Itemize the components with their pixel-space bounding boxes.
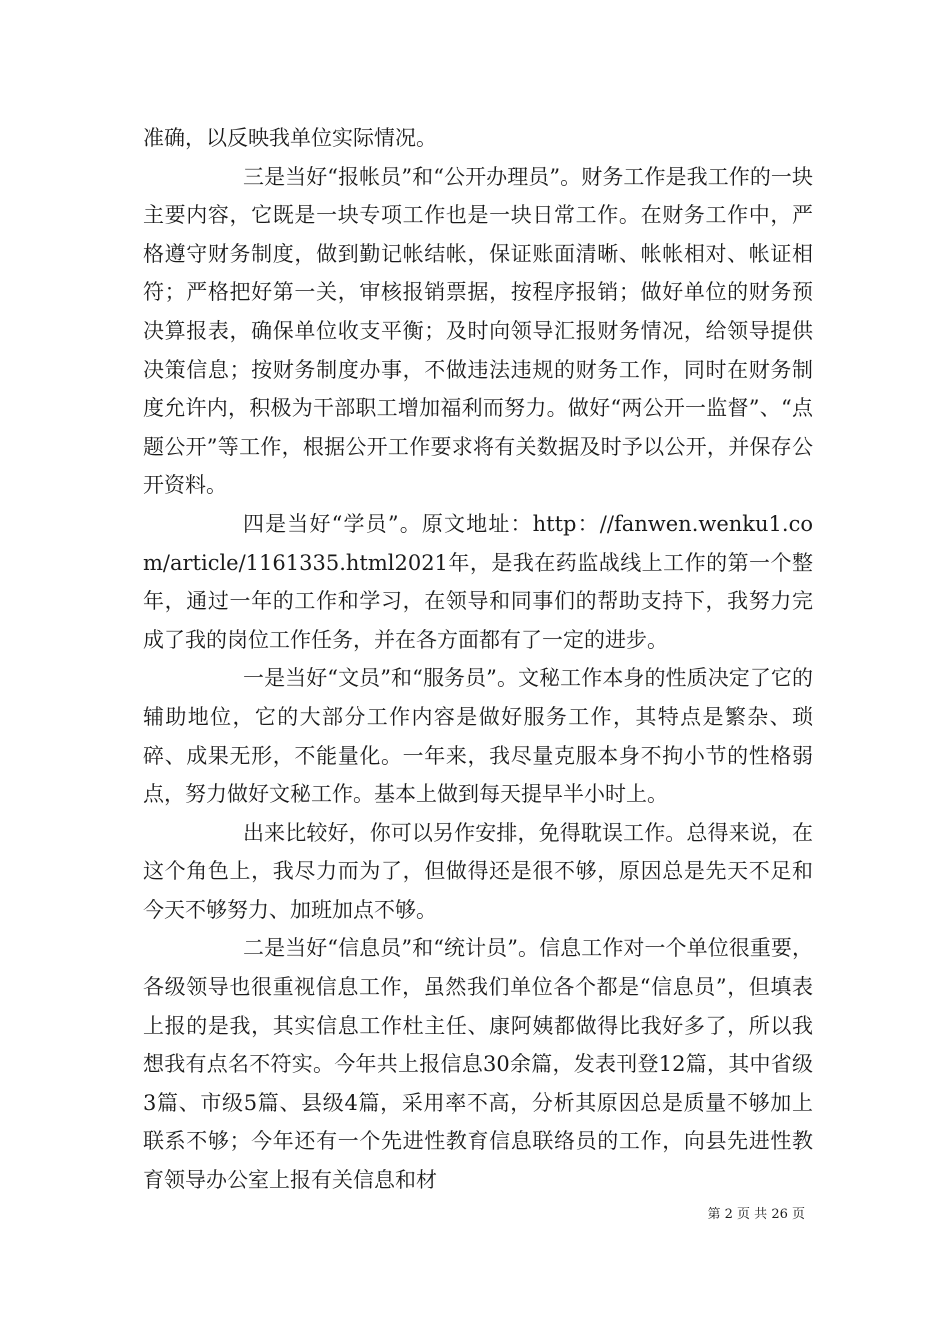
paragraph-finance: 三是当好“报帐员”和“公开办理员”。财务工作是我工作的一块主要内容，它既是一块专项工作也是一块日常工作。在财务工作中，严格遵守财务制度，做到勤记帐结帐，保证账面清晰、帐帐相对、帐证相符；严格把好第一关，审核报销票据，按程序报销；做好单位的财务预决算报表，确保单位收支平衡；及时向领导汇报财务情况，给领导提供决策信息；按财务制度办事，不做违法违规的财务工作，同时在财务制度允许内，积极为干部职工增加福利而努力。做好“两公开一监督”、“点题公开”等工作，根据公开工作要求将有关数据及时予以公开，并保存公开资料。 — [143, 164, 813, 498]
paragraph-clerk: 一是当好“文员”和“服务员”。文秘工作本身的性质决定了它的辅助地位，它的大部分工作内容是做好服务工作，其特点是繁杂、琐碎、成果无形，不能量化。一年来，我尽量克服本身不拘小节的性格弱点，努力做好文秘工作。基本上做到每天提早半小时上。 — [143, 666, 813, 807]
paragraph-summary: 出来比较好，你可以另作安排，免得耽误工作。总得来说，在这个角色上，我尽力而为了，但做得还是很不够，原因总是先天不足和今天不够努力、加班加点不够。 — [143, 820, 813, 922]
paragraph-information: 二是当好“信息员”和“统计员”。信息工作对一个单位很重要，各级领导也很重视信息工作，虽然我们单位各个都是“信息员”，但填表上报的是我，其实信息工作杜主任、康阿姨都做得比我好多了，所以我想我有点名不符实。今年共上报信息30余篇，发表刊登12篇，其中省级3篇、市级5篇、县级4篇，采用率不高，分析其原因总是质量不够加上联系不够；今年还有一个先进性教育信息联络员的工作，向县先进性教育领导办公室上报有关信息和材 — [143, 936, 813, 1193]
paragraph-continuation: 准确，以反映我单位实际情况。 — [143, 126, 437, 150]
paragraph-learner: 四是当好“学员”。原文地址：http：//fanwen.wenku1.com/article/1161335.html2021年，是我在药监战线上工作的第一个整年，通过一年的工作和学习，在领导和同事们的帮助支持下，我努力完成了我的岗位工作任务，并在各方面都有了一定的进步。 — [143, 511, 813, 652]
page-number-footer: 第 2 页 共 26 页 — [707, 1207, 805, 1222]
document-body — [143, 119, 813, 1200]
